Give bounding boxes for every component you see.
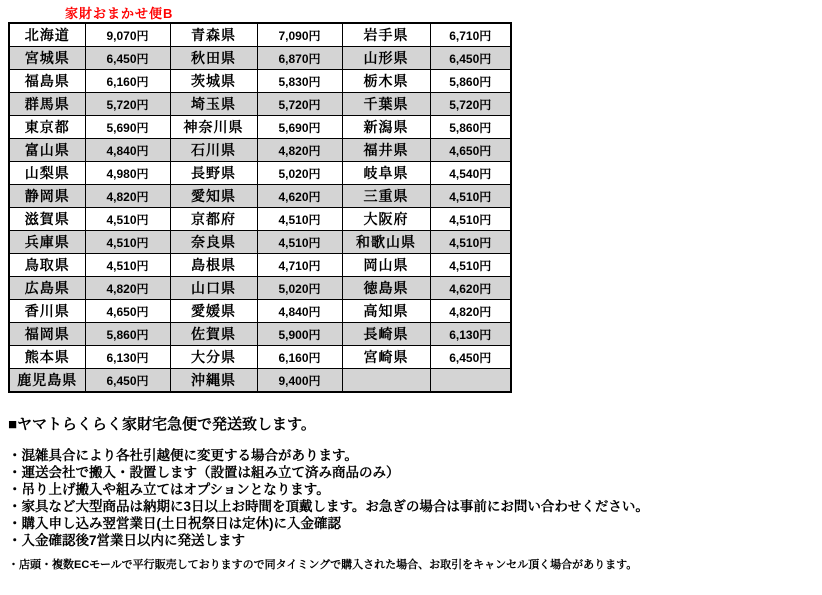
price-cell: 5,020円: [257, 162, 342, 185]
note-lead-time: ・家具など大型商品は納期に3日以上お時間を頂戴します。お急ぎの場合は事前にお問い合わせください。: [8, 499, 649, 514]
prefecture-cell: 愛媛県: [170, 300, 257, 323]
price-cell: 5,720円: [85, 93, 170, 116]
price-cell: 6,450円: [430, 346, 511, 369]
prefecture-cell: 鹿児島県: [9, 369, 85, 393]
price-cell: 4,650円: [85, 300, 170, 323]
price-cell: 5,860円: [85, 323, 170, 346]
price-cell: 5,900円: [257, 323, 342, 346]
shipping-notes: [8, 413, 818, 572]
price-cell: 9,400円: [257, 369, 342, 393]
note-congestion: ・混雑具合により各社引越便に変更する場合があります。: [8, 448, 358, 463]
price-cell: 4,820円: [85, 185, 170, 208]
prefecture-cell: 香川県: [9, 300, 85, 323]
prefecture-cell: 愛知県: [170, 185, 257, 208]
table-row: [9, 323, 511, 346]
prefecture-cell: 大阪府: [342, 208, 430, 231]
table-row: [9, 208, 511, 231]
note-cancel-policy: ・店頭・複数ECモールで平行販売しておりますので同タイミングで購入された場合、お取引をキャンセル頂く場合があります。: [8, 559, 638, 571]
price-cell: 9,070円: [85, 23, 170, 47]
table-row: [9, 23, 511, 47]
table-row: [9, 277, 511, 300]
prefecture-cell: 岡山県: [342, 254, 430, 277]
table-row: [9, 47, 511, 70]
prefecture-cell: [342, 369, 430, 393]
prefecture-cell: 佐賀県: [170, 323, 257, 346]
table-row: [9, 70, 511, 93]
prefecture-cell: 鳥取県: [9, 254, 85, 277]
price-cell: 4,510円: [257, 231, 342, 254]
prefecture-cell: 千葉県: [342, 93, 430, 116]
prefecture-cell: 北海道: [9, 23, 85, 47]
price-cell: 6,710円: [430, 23, 511, 47]
prefecture-cell: 熊本県: [9, 346, 85, 369]
price-cell: 6,160円: [257, 346, 342, 369]
price-cell: 6,450円: [85, 369, 170, 393]
price-cell: 6,450円: [85, 47, 170, 70]
prefecture-cell: 埼玉県: [170, 93, 257, 116]
prefecture-cell: 山口県: [170, 277, 257, 300]
prefecture-cell: 富山県: [9, 139, 85, 162]
price-cell: 4,510円: [257, 208, 342, 231]
note-carry-in: ・運送会社で搬入・設置します（設置は組み立て済み商品のみ）: [8, 465, 400, 480]
prefecture-cell: 広島県: [9, 277, 85, 300]
price-cell: 4,540円: [430, 162, 511, 185]
price-cell: 4,820円: [85, 277, 170, 300]
prefecture-cell: 石川県: [170, 139, 257, 162]
price-cell: 5,690円: [257, 116, 342, 139]
price-cell: 6,450円: [430, 47, 511, 70]
prefecture-cell: 青森県: [170, 23, 257, 47]
price-cell: 4,510円: [85, 254, 170, 277]
prefecture-cell: 秋田県: [170, 47, 257, 70]
table-row: [9, 346, 511, 369]
table-row: [9, 254, 511, 277]
table-row: [9, 300, 511, 323]
price-cell: 5,020円: [257, 277, 342, 300]
price-cell: 4,840円: [257, 300, 342, 323]
prefecture-cell: 宮崎県: [342, 346, 430, 369]
note-option: ・吊り上げ搬入や組み立てはオプションとなります。: [8, 482, 330, 497]
price-cell: 6,130円: [85, 346, 170, 369]
table-row: [9, 231, 511, 254]
price-cell: 6,870円: [257, 47, 342, 70]
note-payment-check: ・購入申し込み翌営業日(土日祝祭日は定休)に入金確認: [8, 516, 341, 531]
prefecture-cell: 京都府: [170, 208, 257, 231]
prefecture-cell: 栃木県: [342, 70, 430, 93]
prefecture-cell: 和歌山県: [342, 231, 430, 254]
prefecture-shipping-fee-table: [8, 22, 512, 393]
price-cell: 6,130円: [430, 323, 511, 346]
notes-heading: ■ヤマトらくらく家財宅急便で発送致します。: [8, 416, 316, 433]
prefecture-cell: 沖縄県: [170, 369, 257, 393]
price-cell: 4,620円: [430, 277, 511, 300]
price-cell: 5,860円: [430, 116, 511, 139]
prefecture-cell: 徳島県: [342, 277, 430, 300]
price-cell: 6,160円: [85, 70, 170, 93]
table-row: [9, 116, 511, 139]
prefecture-cell: 高知県: [342, 300, 430, 323]
price-cell: 4,510円: [430, 208, 511, 231]
price-cell: 5,830円: [257, 70, 342, 93]
prefecture-cell: 福岡県: [9, 323, 85, 346]
price-cell: 4,510円: [85, 208, 170, 231]
prefecture-cell: 兵庫県: [9, 231, 85, 254]
price-cell: 5,720円: [257, 93, 342, 116]
prefecture-cell: 群馬県: [9, 93, 85, 116]
prefecture-cell: 宮城県: [9, 47, 85, 70]
shipping-plan-title: 家財おまかせ便B: [65, 6, 174, 21]
table-row: [9, 369, 511, 393]
prefecture-cell: 山形県: [342, 47, 430, 70]
price-cell: 4,820円: [430, 300, 511, 323]
price-cell: 4,840円: [85, 139, 170, 162]
price-cell: 4,650円: [430, 139, 511, 162]
price-cell: 4,510円: [430, 185, 511, 208]
prefecture-cell: 静岡県: [9, 185, 85, 208]
prefecture-cell: 大分県: [170, 346, 257, 369]
table-row: [9, 93, 511, 116]
price-cell: 4,620円: [257, 185, 342, 208]
price-cell: 4,710円: [257, 254, 342, 277]
table-row: [9, 162, 511, 185]
price-cell: 4,510円: [430, 231, 511, 254]
price-cell: 5,860円: [430, 70, 511, 93]
prefecture-cell: 東京都: [9, 116, 85, 139]
price-cell: 4,980円: [85, 162, 170, 185]
price-cell: [430, 369, 511, 393]
price-cell: 5,690円: [85, 116, 170, 139]
price-cell: 4,820円: [257, 139, 342, 162]
prefecture-cell: 島根県: [170, 254, 257, 277]
price-cell: 4,510円: [430, 254, 511, 277]
prefecture-cell: 福島県: [9, 70, 85, 93]
prefecture-cell: 新潟県: [342, 116, 430, 139]
prefecture-cell: 岐阜県: [342, 162, 430, 185]
prefecture-cell: 奈良県: [170, 231, 257, 254]
prefecture-cell: 滋賀県: [9, 208, 85, 231]
prefecture-cell: 福井県: [342, 139, 430, 162]
prefecture-cell: 長崎県: [342, 323, 430, 346]
table-row: [9, 139, 511, 162]
price-cell: 5,720円: [430, 93, 511, 116]
price-cell: 4,510円: [85, 231, 170, 254]
note-ship-after-payment: ・入金確認後7営業日以内に発送します: [8, 533, 246, 548]
table-row: [9, 185, 511, 208]
prefecture-cell: 茨城県: [170, 70, 257, 93]
prefecture-cell: 長野県: [170, 162, 257, 185]
prefecture-cell: 岩手県: [342, 23, 430, 47]
prefecture-cell: 山梨県: [9, 162, 85, 185]
price-cell: 7,090円: [257, 23, 342, 47]
prefecture-cell: 神奈川県: [170, 116, 257, 139]
prefecture-cell: 三重県: [342, 185, 430, 208]
